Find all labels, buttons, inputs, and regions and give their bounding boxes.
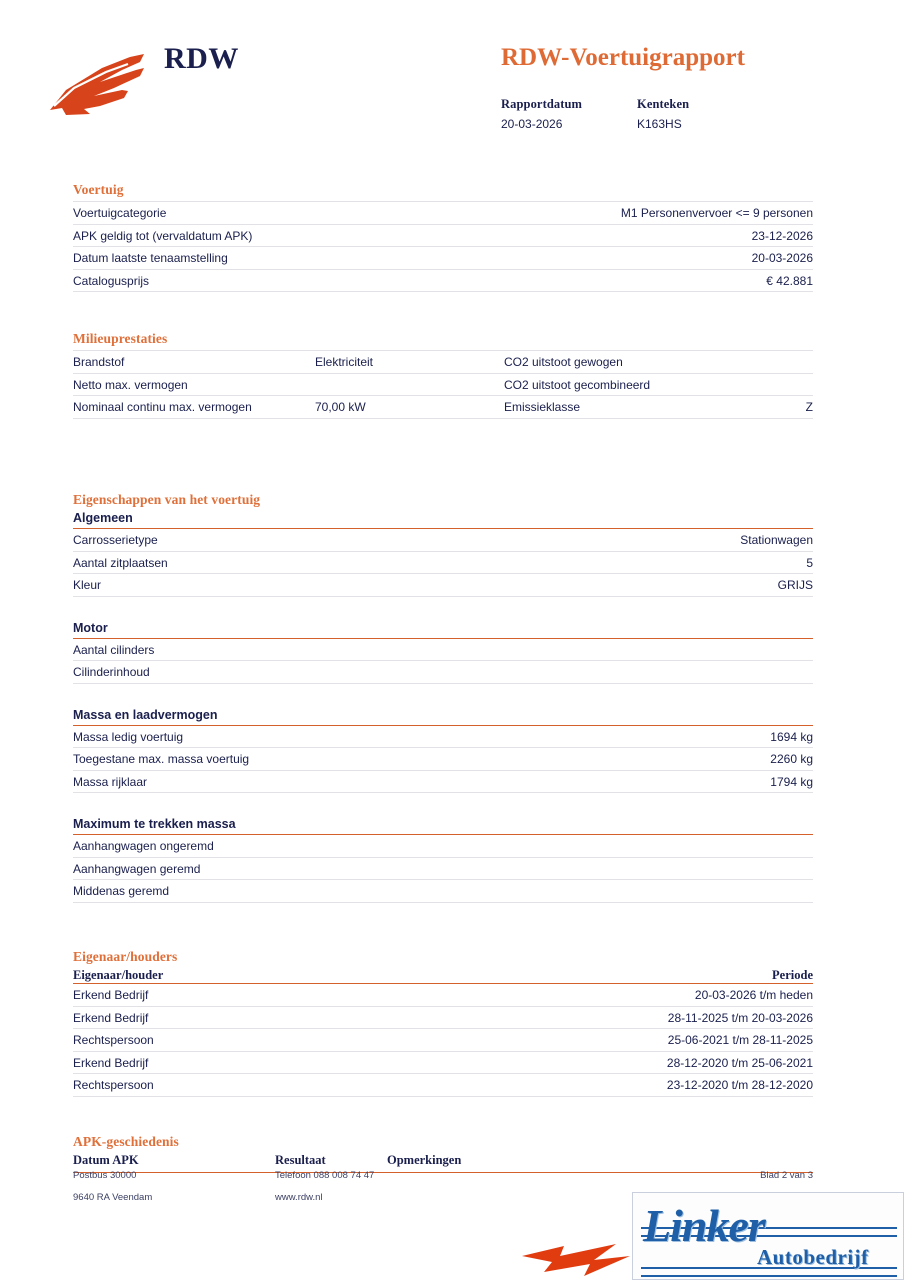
table-row (73, 269, 813, 292)
row-label-left: Netto max. vermogen (73, 373, 309, 396)
row-value-left: Elektriciteit (309, 351, 504, 374)
row-value: € 42.881 (513, 269, 813, 292)
motor-table (73, 639, 813, 684)
row-value (513, 639, 813, 661)
footer-telephone: Telefoon 088 008 74 47 (275, 1170, 375, 1181)
row-label: Voertuigcategorie (73, 202, 513, 225)
owner-period: 20-03-2026 t/m heden (493, 984, 813, 1006)
owner-name: Erkend Bedrijf (73, 1006, 493, 1029)
row-value: 5 (513, 551, 813, 574)
row-value: 2260 kg (513, 748, 813, 771)
row-label: Toegestane max. massa voertuig (73, 748, 513, 771)
footer-website[interactable]: www.rdw.nl (275, 1192, 323, 1203)
row-label: Kleur (73, 574, 513, 597)
owners-column-headers (73, 968, 813, 983)
row-value: GRIJS (513, 574, 813, 597)
owner-period: 23-12-2020 t/m 28-12-2020 (493, 1074, 813, 1097)
report-date-label: Rapportdatum (501, 97, 583, 111)
row-label: Massa ledig voertuig (73, 726, 513, 748)
table-row (73, 202, 813, 225)
row-label: Datum laatste tenaamstelling (73, 247, 513, 270)
row-value: 1794 kg (513, 770, 813, 793)
row-value: 23-12-2026 (513, 224, 813, 247)
apk-col-result: Resultaat (275, 1153, 326, 1167)
table-row (73, 396, 813, 419)
vehicle-table (73, 201, 813, 292)
row-value-left (309, 373, 504, 396)
footer-row (73, 1170, 813, 1192)
dealer-name: Linker (643, 1200, 765, 1251)
properties-group-motor (73, 621, 813, 684)
section-environment (73, 331, 813, 419)
row-label-right: CO2 uitstoot gecombineerd (504, 373, 724, 396)
row-label: Cilinderinhoud (73, 661, 513, 684)
owner-name: Rechtspersoon (73, 1029, 493, 1052)
owner-period: 25-06-2021 t/m 28-11-2025 (493, 1029, 813, 1052)
table-row (73, 224, 813, 247)
row-label: Massa rijklaar (73, 770, 513, 793)
rdw-feather-arrow-icon (44, 48, 162, 118)
license-plate-label: Kenteken (637, 97, 690, 111)
logo-stripe (641, 1275, 897, 1277)
owners-col-owner: Eigenaar/houder (73, 968, 164, 982)
table-row (73, 1029, 813, 1052)
row-value: Stationwagen (513, 529, 813, 551)
row-label-right: Emissieklasse (504, 396, 724, 419)
owners-col-period: Periode (772, 968, 813, 982)
massa-table (73, 726, 813, 794)
table-row (73, 1074, 813, 1097)
table-row (73, 529, 813, 551)
table-row (73, 835, 813, 857)
owner-name: Erkend Bedrijf (73, 984, 493, 1006)
owners-table (73, 984, 813, 1097)
license-plate-block (637, 97, 689, 131)
apk-col-remarks: Opmerkingen (387, 1153, 462, 1167)
row-value (513, 880, 813, 903)
table-row (73, 1051, 813, 1074)
table-row (73, 574, 813, 597)
section-vehicle (73, 182, 813, 292)
orange-lightning-bolt-icon (520, 1238, 638, 1278)
row-label: Aantal cilinders (73, 639, 513, 661)
row-label: Middenas geremd (73, 880, 513, 903)
section-title-owners: Eigenaar/houders (73, 949, 178, 964)
row-label: APK geldig tot (vervaldatum APK) (73, 224, 513, 247)
table-row (73, 639, 813, 661)
license-plate-value: K163HS (637, 117, 682, 131)
footer-city: 9640 RA Veendam (73, 1192, 153, 1203)
apk-col-date: Datum APK (73, 1153, 139, 1167)
row-value-right: Z (724, 396, 813, 419)
dealer-logo (632, 1192, 904, 1280)
table-row (73, 748, 813, 771)
properties-group-trekken (73, 817, 813, 903)
subsection-title: Algemeen (73, 511, 133, 525)
row-value (513, 661, 813, 684)
environment-table (73, 350, 813, 419)
properties-group-algemeen (73, 511, 813, 597)
algemeen-table (73, 529, 813, 597)
section-owners (73, 949, 813, 1097)
table-row (73, 770, 813, 793)
report-header (0, 0, 904, 160)
row-label: Carrosserietype (73, 529, 513, 551)
dealer-subtitle: Autobedrijf (757, 1245, 869, 1269)
owner-name: Erkend Bedrijf (73, 1051, 493, 1074)
table-row (73, 661, 813, 684)
row-label-left: Brandstof (73, 351, 309, 374)
table-row (73, 984, 813, 1006)
footer-postbus: Postbus 30000 (73, 1170, 137, 1181)
section-title-environment: Milieuprestaties (73, 331, 168, 346)
section-title-properties: Eigenschappen van het voertuig (73, 492, 261, 507)
table-row (73, 857, 813, 880)
table-row (73, 726, 813, 748)
owner-period: 28-11-2025 t/m 20-03-2026 (493, 1006, 813, 1029)
row-label: Aantal zitplaatsen (73, 551, 513, 574)
row-value-right (724, 351, 813, 374)
rdw-wordmark: RDW (164, 42, 239, 75)
row-value (513, 857, 813, 880)
row-label: Catalogusprijs (73, 269, 513, 292)
subsection-title: Motor (73, 620, 108, 635)
row-label: Aanhangwagen geremd (73, 857, 513, 880)
subsection-title: Maximum te trekken massa (73, 817, 236, 831)
row-value (513, 835, 813, 857)
section-apk-history (73, 1134, 813, 1173)
section-title-vehicle: Voertuig (73, 182, 124, 197)
subsection-title: Massa en laadvermogen (73, 707, 218, 722)
row-label-left: Nominaal continu max. vermogen (73, 396, 309, 419)
row-label: Aanhangwagen ongeremd (73, 835, 513, 857)
row-label-right: CO2 uitstoot gewogen (504, 351, 724, 374)
report-date-value: 20-03-2026 (501, 117, 563, 131)
report-date-block (501, 97, 582, 131)
section-properties (73, 492, 813, 903)
table-row (73, 880, 813, 903)
section-title-apk-history: APK-geschiedenis (73, 1134, 179, 1149)
table-row (73, 247, 813, 270)
row-value-left: 70,00 kW (309, 396, 504, 419)
table-row (73, 551, 813, 574)
row-value: M1 Personenvervoer <= 9 personen (513, 202, 813, 225)
owner-name: Rechtspersoon (73, 1074, 493, 1097)
page-title: RDW-Voertuigrapport (501, 44, 745, 71)
row-value-right (724, 373, 813, 396)
owner-period: 28-12-2020 t/m 25-06-2021 (493, 1051, 813, 1074)
table-row (73, 351, 813, 374)
properties-group-massa (73, 708, 813, 794)
table-row (73, 1006, 813, 1029)
table-row (73, 373, 813, 396)
trekken-table (73, 835, 813, 903)
footer-page-number: Blad 2 van 3 (760, 1170, 813, 1181)
row-value: 20-03-2026 (513, 247, 813, 270)
row-value: 1694 kg (513, 726, 813, 748)
